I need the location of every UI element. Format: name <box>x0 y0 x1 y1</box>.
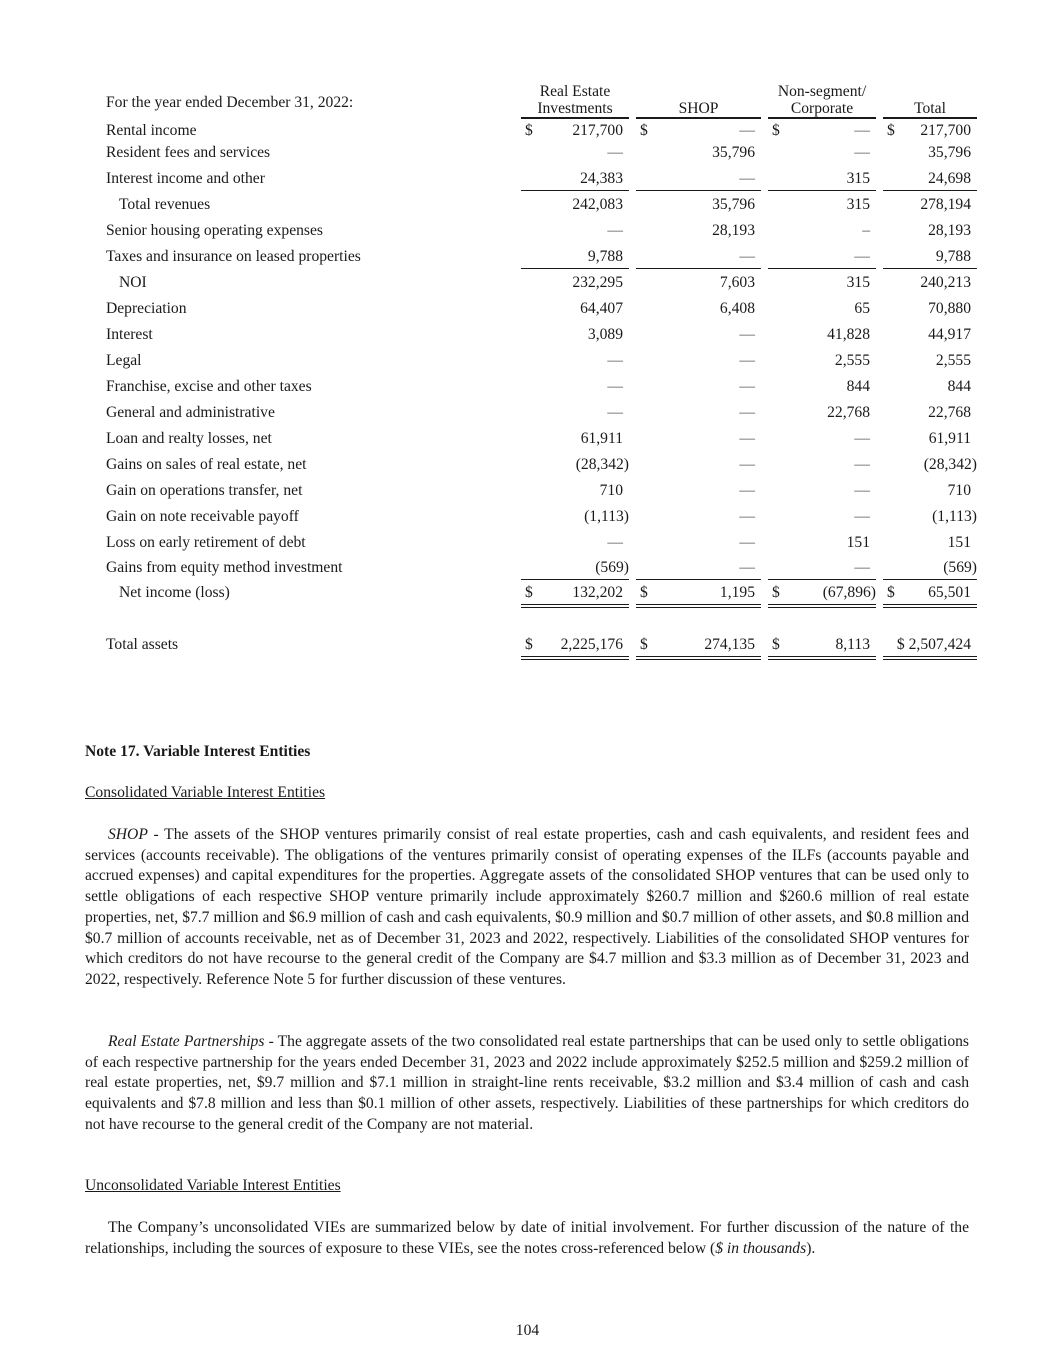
table-cell <box>768 298 876 320</box>
page-number: 104 <box>515 1322 540 1339</box>
table-cell <box>883 120 977 142</box>
table-cell <box>883 350 977 372</box>
currency-symbol: $ <box>525 636 533 653</box>
table-cell <box>521 120 629 142</box>
table-cell <box>768 194 876 216</box>
table-cell <box>636 376 761 398</box>
table-cell <box>636 194 761 216</box>
currency-symbol: $ <box>640 636 648 653</box>
col-header-real-estate: Real Estate Investments <box>521 78 629 119</box>
table-cell <box>521 376 629 398</box>
table-cell <box>768 480 876 502</box>
table-cell <box>521 246 629 269</box>
table-cell <box>521 480 629 502</box>
table-cell <box>521 350 629 372</box>
unconsolidated-heading: Unconsolidated Variable Interest Entities <box>85 1177 341 1194</box>
cell-value: 315 <box>846 170 870 187</box>
table-cell <box>636 634 761 660</box>
table-cell <box>636 120 761 142</box>
table-cell <box>636 272 761 294</box>
table-cell <box>883 272 977 294</box>
table-cell <box>883 480 977 502</box>
table-cell <box>883 454 977 476</box>
table-cell <box>883 142 977 164</box>
row-label: Gains from equity method investment <box>106 559 343 576</box>
table-cell <box>768 220 876 242</box>
table-cell <box>636 582 761 608</box>
table-row <box>0 350 1055 372</box>
table-cell <box>883 428 977 450</box>
row-label: Net income (loss) <box>119 584 230 601</box>
table-cell <box>636 428 761 450</box>
cell-value: 6,408 <box>719 300 755 317</box>
cell-value: — <box>607 144 623 161</box>
cell-value: 242,083 <box>572 196 623 213</box>
table-cell <box>521 557 629 580</box>
row-label: Interest income and other <box>106 170 265 187</box>
cell-value: – <box>862 222 870 239</box>
cell-value: — <box>739 326 755 343</box>
table-row <box>0 532 1055 554</box>
table-cell <box>521 142 629 164</box>
cell-value: — <box>739 122 755 139</box>
cell-value: 274,135 <box>704 636 755 653</box>
row-label: Total assets <box>106 636 179 653</box>
cell-value: 132,202 <box>572 584 623 601</box>
col-header-total: Total <box>883 78 977 119</box>
cell-value: 9,788 <box>587 248 623 265</box>
cell-value: — <box>739 352 755 369</box>
table-cell <box>636 557 761 580</box>
cell-value: (1,113) <box>932 508 977 525</box>
table-cell <box>521 506 629 528</box>
table-cell <box>883 168 977 191</box>
cell-value: 844 <box>846 378 870 395</box>
table-caption: For the year ended December 31, 2022: <box>106 94 354 111</box>
table-cell <box>883 298 977 320</box>
currency-symbol: $ <box>772 122 780 139</box>
table-header <box>0 78 1055 118</box>
cell-value: 710 <box>599 482 623 499</box>
table-cell <box>521 298 629 320</box>
real-estate-partnerships-paragraph: Real Estate Partnerships - The aggregate assets of the two consolidated real estate partnerships that can be used only to settle obligations of each respective partnership for the years ended December 31, 2023 and 2022 include approximately $252.5 million and $259.2 million of real estate properties, net, $9.7 million and $7.1 million in straight-line rents receivable, $3.2 million and $3.4 million of cash and cash equivalents and $7.8 million and less than $0.1 million of other assets, respectively. Liabilities of these partnerships for which creditors do not have recourse to the general credit of the Company are not material. <box>85 1033 969 1133</box>
cell-value: — <box>607 404 623 421</box>
cell-value: 7,603 <box>719 274 755 291</box>
cell-value: — <box>607 352 623 369</box>
table-cell <box>521 454 629 476</box>
table-cell <box>883 402 977 424</box>
cell-value: — <box>739 508 755 525</box>
cell-value: — <box>854 430 870 447</box>
table-row <box>0 220 1055 242</box>
cell-value: — <box>739 430 755 447</box>
cell-value: — <box>739 534 755 551</box>
row-label: Franchise, excise and other taxes <box>106 378 312 395</box>
cell-value: 8,113 <box>835 636 870 653</box>
cell-value: 24,698 <box>928 170 971 187</box>
cell-value: 278,194 <box>920 196 971 213</box>
cell-value: 61,911 <box>580 430 623 447</box>
row-label: NOI <box>119 274 147 291</box>
cell-value: (28,342) <box>923 456 977 473</box>
table-cell <box>636 142 761 164</box>
cell-value: — <box>854 122 870 139</box>
table-cell <box>768 557 876 580</box>
table-cell <box>521 324 629 346</box>
table-cell <box>636 220 761 242</box>
table-cell <box>883 376 977 398</box>
unconsolidated-paragraph: The Company’s unconsolidated VIEs are summarized below by date of initial involvement. For further discussion of the nature of the relationships, including the sources of exposure to these VIEs, see the notes cross-referenced below ($ in thousands). <box>85 1219 969 1257</box>
cell-value: 35,796 <box>928 144 971 161</box>
table-cell <box>768 272 876 294</box>
row-label: Total revenues <box>119 196 211 213</box>
cell-value: 24,383 <box>580 170 623 187</box>
table-cell <box>521 428 629 450</box>
cell-value: $ 2,507,424 <box>896 636 971 653</box>
currency-symbol: $ <box>525 122 533 139</box>
cell-value: 35,796 <box>712 144 755 161</box>
table-cell <box>636 350 761 372</box>
shop-lead: SHOP <box>108 826 148 843</box>
table-row <box>0 246 1055 268</box>
cell-value: — <box>854 248 870 265</box>
table-row <box>0 480 1055 502</box>
cell-value: — <box>607 378 623 395</box>
row-label: Rental income <box>106 122 197 139</box>
cell-value: — <box>739 559 755 576</box>
cell-value: (28,342) <box>575 456 629 473</box>
table-row <box>0 376 1055 398</box>
table-cell <box>768 582 876 608</box>
table-cell <box>883 634 977 660</box>
cell-value: 61,911 <box>928 430 971 447</box>
table-cell <box>883 220 977 242</box>
cell-value: 217,700 <box>572 122 623 139</box>
row-label: Interest <box>106 326 153 343</box>
table-cell <box>521 402 629 424</box>
cell-value: — <box>739 456 755 473</box>
currency-symbol: $ <box>772 584 780 601</box>
cell-value: 28,193 <box>712 222 755 239</box>
cell-value: 151 <box>846 534 870 551</box>
row-label: Resident fees and services <box>106 144 271 161</box>
cell-value: — <box>607 534 623 551</box>
cell-value: — <box>607 222 623 239</box>
currency-symbol: $ <box>887 584 895 601</box>
table-cell <box>883 194 977 216</box>
cell-value: — <box>739 170 755 187</box>
table-cell <box>521 168 629 191</box>
cell-value: 65 <box>854 300 870 317</box>
row-label: General and administrative <box>106 404 275 421</box>
cell-value: 232,295 <box>572 274 623 291</box>
table-row <box>0 454 1055 476</box>
cell-value: — <box>854 559 870 576</box>
table-row <box>0 402 1055 424</box>
cell-value: 35,796 <box>712 196 755 213</box>
table-row <box>0 194 1055 216</box>
table-cell <box>883 246 977 269</box>
currency-symbol: $ <box>640 122 648 139</box>
table-cell <box>521 272 629 294</box>
cell-value: 710 <box>947 482 971 499</box>
table-cell <box>768 168 876 191</box>
table-row <box>0 506 1055 528</box>
table-cell <box>636 168 761 191</box>
cell-value: 240,213 <box>920 274 971 291</box>
cell-value: 64,407 <box>580 300 623 317</box>
table-cell <box>883 324 977 346</box>
table-cell <box>768 142 876 164</box>
cell-value: 22,768 <box>827 404 870 421</box>
cell-value: 28,193 <box>928 222 971 239</box>
table-row <box>0 168 1055 190</box>
cell-value: 65,501 <box>928 584 971 601</box>
note-title: Note 17. Variable Interest Entities <box>85 743 311 760</box>
table-row <box>0 634 1055 656</box>
table-cell <box>636 506 761 528</box>
cell-value: — <box>854 482 870 499</box>
cell-value: 44,917 <box>928 326 971 343</box>
cell-value: (67,896) <box>822 584 876 601</box>
cell-value: 2,225,176 <box>560 636 623 653</box>
cell-value: — <box>854 508 870 525</box>
table-row <box>0 142 1055 164</box>
table-row <box>0 582 1055 604</box>
cell-value: 2,555 <box>935 352 971 369</box>
cell-value: — <box>739 482 755 499</box>
table-cell <box>883 506 977 528</box>
table-row <box>0 120 1055 142</box>
table-cell <box>636 298 761 320</box>
row-label: Gain on note receivable payoff <box>106 508 299 525</box>
cell-value: (1,113) <box>584 508 629 525</box>
consolidated-heading: Consolidated Variable Interest Entities <box>85 784 326 801</box>
table-row <box>0 324 1055 346</box>
table-cell <box>768 402 876 424</box>
table-row <box>0 428 1055 450</box>
row-label: Loan and realty losses, net <box>106 430 272 447</box>
shop-paragraph: SHOP - The assets of the SHOP ventures primarily consist of real estate properties, cash and cash equivalents, and resident fees and services (accounts receivable). The obligations of the ventures primarily consist of operating expenses of the ILFs (accounts payable and accrued expenses) and capital expenditures for the properties. Aggregate assets of the consolidated SHOP ventures that can be used only to settle obligations of each respective SHOP venture primarily include approximately $260.7 million and $260.6 million of real estate properties, net, $7.7 million and $6.9 million of cash and cash equivalents, $0.9 million and $0.7 million of other assets, and $0.8 million and $0.7 million of accounts receivable, net as of December 31, 2023 and 2022, respectively. Liabilities of the consolidated SHOP ventures for which creditors do not have recourse to the general credit of the Company are $4.7 million and $3.3 million as of December 31, 2023 and 2022, respectively. Reference Note 5 for further discussion of these ventures. <box>85 826 969 988</box>
cell-value: — <box>854 144 870 161</box>
rep-lead: Real Estate Partnerships <box>108 1033 265 1050</box>
table-cell <box>636 480 761 502</box>
table-cell <box>636 324 761 346</box>
table-cell <box>883 582 977 608</box>
cell-value: 151 <box>947 534 971 551</box>
cell-value: 3,089 <box>587 326 623 343</box>
cell-value: 9,788 <box>935 248 971 265</box>
currency-symbol: $ <box>525 584 533 601</box>
table-cell <box>883 532 977 554</box>
table-row <box>0 272 1055 294</box>
currency-symbol: $ <box>640 584 648 601</box>
cell-value: 1,195 <box>719 584 755 601</box>
cell-value: 844 <box>947 378 971 395</box>
table-cell <box>768 120 876 142</box>
cell-value: 70,880 <box>928 300 971 317</box>
table-cell <box>636 454 761 476</box>
table-row <box>0 557 1055 579</box>
table-cell <box>768 376 876 398</box>
table-cell <box>883 557 977 580</box>
cell-value: 217,700 <box>920 122 971 139</box>
table-cell <box>521 220 629 242</box>
table-cell <box>521 634 629 660</box>
table-cell <box>768 454 876 476</box>
table-cell <box>521 532 629 554</box>
col-header-corporate: Non-segment/ Corporate <box>768 78 876 119</box>
cell-value: 315 <box>846 196 870 213</box>
table-cell <box>521 194 629 216</box>
table-cell <box>768 428 876 450</box>
table-cell <box>768 246 876 269</box>
table-cell <box>768 506 876 528</box>
cell-value: — <box>739 248 755 265</box>
table-cell <box>768 532 876 554</box>
col-header-shop: SHOP <box>636 78 761 119</box>
cell-value: (569) <box>595 559 629 576</box>
cell-value: 41,828 <box>827 326 870 343</box>
currency-symbol: $ <box>887 122 895 139</box>
cell-value: (569) <box>943 559 977 576</box>
table-cell <box>521 582 629 608</box>
table-cell <box>636 402 761 424</box>
row-label: Gains on sales of real estate, net <box>106 456 307 473</box>
cell-value: — <box>854 456 870 473</box>
cell-value: 315 <box>846 274 870 291</box>
table-row <box>0 298 1055 320</box>
table-cell <box>636 246 761 269</box>
cell-value: 2,555 <box>834 352 870 369</box>
table-cell <box>768 634 876 660</box>
table-cell <box>636 532 761 554</box>
cell-value: 22,768 <box>928 404 971 421</box>
table-cell <box>768 324 876 346</box>
row-label: Taxes and insurance on leased properties <box>106 248 361 265</box>
row-label: Legal <box>106 352 142 369</box>
row-label: Gain on operations transfer, net <box>106 482 303 499</box>
row-label: Loss on early retirement of debt <box>106 534 306 551</box>
currency-symbol: $ <box>772 636 780 653</box>
row-label: Senior housing operating expenses <box>106 222 323 239</box>
table-cell <box>768 350 876 372</box>
cell-value: — <box>739 404 755 421</box>
cell-value: — <box>739 378 755 395</box>
row-label: Depreciation <box>106 300 187 317</box>
